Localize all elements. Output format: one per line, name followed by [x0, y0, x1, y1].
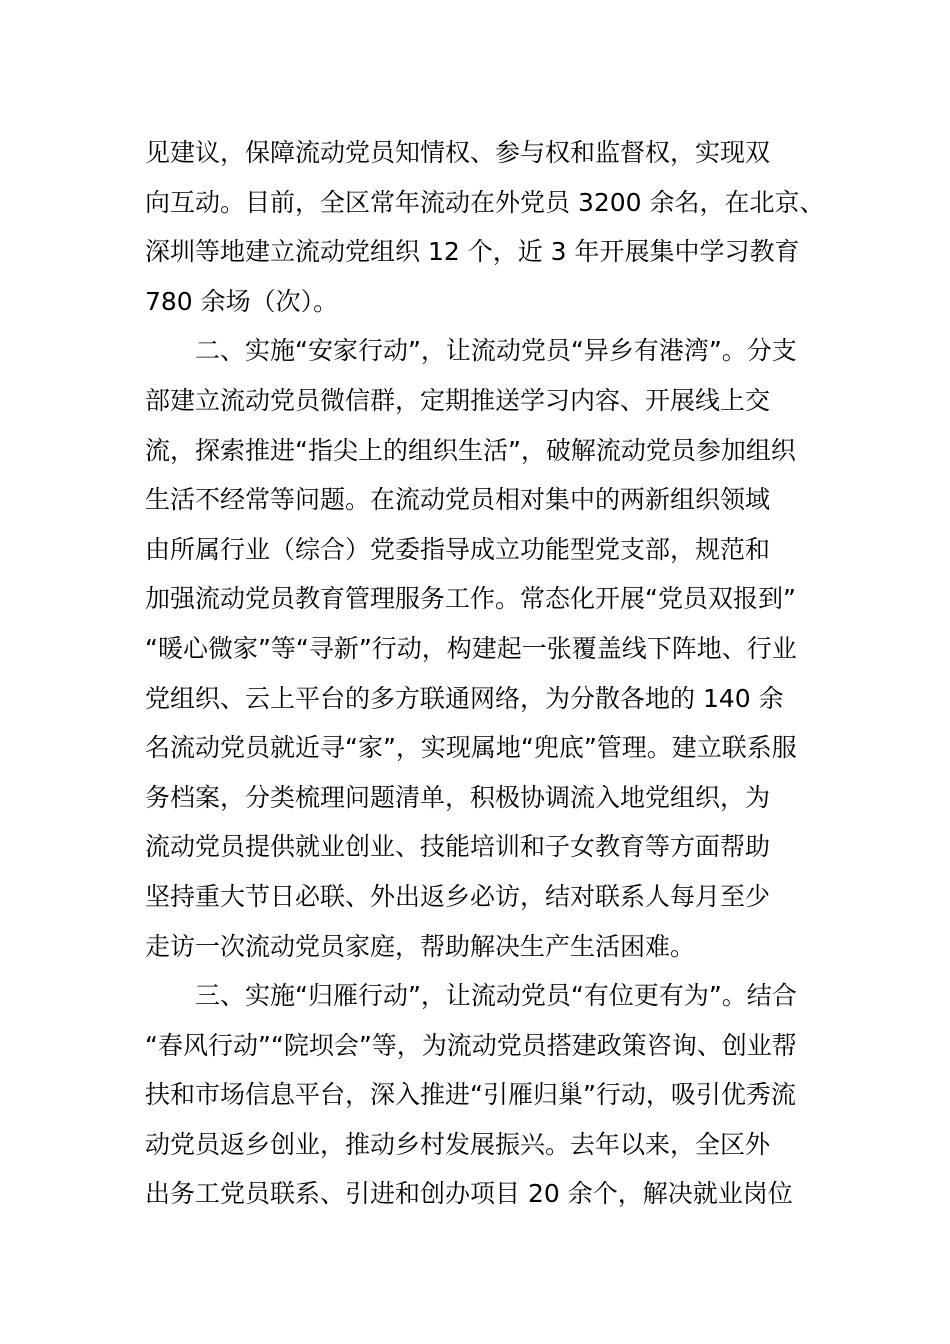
text-line: 扶和市场信息平台，深入推进“引雁归巢”行动，吸引优秀流 [145, 1080, 796, 1110]
text-line: 流，探索推进“指尖上的组织生活”，破解流动党员参加组织 [145, 435, 796, 465]
text-line: 深圳等地建立流动党组织 12 个，近 3 年开展集中学习教育 [145, 237, 800, 267]
text-line: 动党员返乡创业，推动乡村发展振兴。去年以来，全区外 [145, 1129, 771, 1159]
text-line: 部建立流动党员微信群，定期推送学习内容、开展线上交 [145, 385, 771, 415]
text-line: 见建议，保障流动党员知情权、参与权和监督权，实现双 [145, 138, 771, 167]
text-line: 名流动党员就近寻“家”，实现属地“兜底”管理。建立联系服 [145, 733, 797, 763]
text-line: 由所属行业（综合）党委指导成立功能型党支部，规范和 [145, 534, 771, 564]
text-line: 加强流动党员教育管理服务工作。常态化开展“党员双报到” [145, 584, 796, 614]
text-line: 出务工党员联系、引进和创办项目 20 余个，解决就业岗位 [145, 1179, 793, 1209]
text-line: 走访一次流动党员家庭，帮助解决生产生活困难。 [145, 931, 696, 961]
text-line: 流动党员提供就业创业、技能培训和子女教育等方面帮助 [145, 832, 771, 862]
paragraph-start-line: 三、实施“归雁行动”，让流动党员“有位更有为”。结合 [195, 981, 797, 1011]
text-line: 向互动。目前，全区常年流动在外党员 3200 余名，在北京、 [145, 187, 825, 217]
text-line: 党组织、云上平台的多方联通网络，为分散各地的 140 余 [145, 683, 784, 713]
text-line: 务档案，分类梳理问题清单，积极协调流入地党组织，为 [145, 782, 771, 812]
text-line: 坚持重大节日必联、外出返乡必访，结对联系人每月至少 [145, 881, 771, 911]
text-line: 780 余场（次）。 [145, 286, 339, 316]
body-text [145, 128, 825, 1219]
text-line: “春风行动”“院坝会”等，为流动党员搭建政策咨询、创业帮 [145, 1030, 797, 1060]
paragraph-start-line: 二、实施“安家行动”，让流动党员“异乡有港湾”。分支 [195, 336, 797, 366]
text-line: 生活不经常等问题。在流动党员相对集中的两新组织领域 [145, 485, 771, 515]
text-line: “暖心微家”等“寻新”行动，构建起一张覆盖线下阵地、行业 [145, 633, 797, 663]
